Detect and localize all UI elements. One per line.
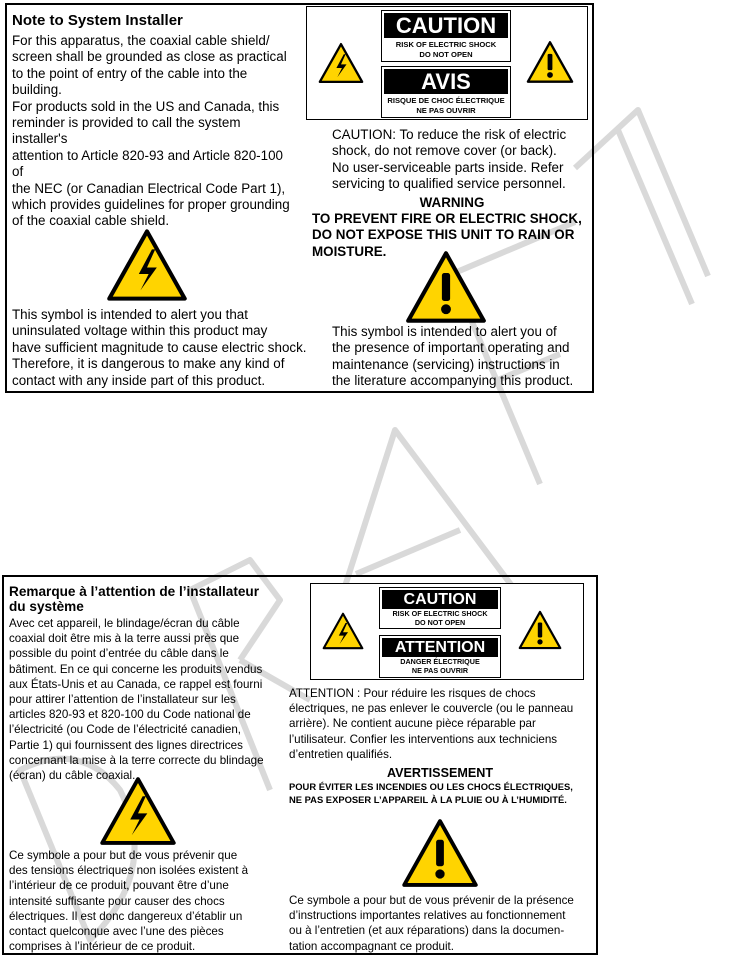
text-line: électriques. Il est donc dangereux d’établir un [9, 909, 243, 923]
text-line: articles 820-93 et 820-100 du Code national de [9, 708, 251, 722]
exclamation-symbol-text-fr [289, 893, 594, 954]
text-line: Ce symbole a pour but de vous prévenir de la présence [289, 894, 574, 907]
text-line: maintenance (servicing) instructions in [332, 356, 560, 372]
text-line: servicing to qualified service personnel. [332, 176, 566, 192]
text-line: (écran) du câble coaxial. [9, 769, 136, 783]
text-line: l’utilisateur. Confier les interventions aux techniciens [289, 732, 558, 746]
attention-text [289, 686, 591, 762]
text-line: tation accompagnant ce produit. [289, 939, 454, 953]
text-line: POUR ÉVITER LES INCENDIES OU LES CHOCS ÉLECTRIQUES, [289, 781, 573, 792]
text-line: électriques, ne pas enlever le couvercle (ou le panneau [289, 702, 574, 716]
installer-note-title-fr-1: Remarque à l’attention de l’installateur [9, 584, 260, 599]
caution-sticker-fr [379, 587, 501, 629]
text-line: Partie 1) qui fournissent des lignes directrices [9, 738, 243, 752]
text-line: to the point of entry of the cable into the building. [12, 65, 248, 98]
lightning-bolt-warning-icon [98, 776, 178, 846]
exclamation-warning-icon [526, 40, 574, 84]
text-line: aux États-Unis et au Canada, ce rappel est fourni [9, 677, 263, 691]
avis-sticker [381, 66, 511, 118]
text-line: ou à l’entretien (et aux réparations) dans la documen- [289, 924, 565, 938]
exclamation-warning-icon [400, 818, 480, 888]
text-line: attention to Article 820-93 and Article 820-100 of [12, 147, 283, 180]
text-line: DO NOT EXPOSE THIS UNIT TO RAIN OR [312, 227, 575, 243]
text-line: arrière). Ne contient aucune pièce réparable par [289, 717, 536, 731]
caution-label-sub1-fr: RISK OF ELECTRIC SHOCK [392, 609, 488, 618]
text-line: the presence of important operating and [332, 340, 570, 356]
installer-note-title: Note to System Installer [12, 12, 183, 29]
caution-label-sub2: DO NOT OPEN [419, 49, 473, 59]
caution-sticker [381, 10, 511, 62]
text-line: l’intérieur de ce produit, pouvant être d’une [9, 879, 229, 893]
exclamation-warning-icon [518, 610, 562, 650]
warning-title-fr: AVERTISSEMENT [386, 766, 494, 780]
text-line: Therefore, it is dangerous to make any kind of [12, 356, 285, 372]
text-line: MOISTURE. [312, 243, 387, 259]
text-line: of the coaxial cable shield. [12, 213, 170, 229]
text-line: ATTENTION : Pour réduire les risques de chocs [289, 687, 536, 700]
text-line: possible du point d’entrée du câble dans le [9, 647, 229, 661]
text-line: pour attirer l’attention de l’installateur sur les [9, 693, 236, 707]
text-line: Ce symbole a pour but de vous prévenir que [9, 849, 238, 862]
shock-symbol-text [12, 307, 312, 389]
caution-label-sub2-fr: DO NOT OPEN [414, 618, 466, 627]
text-line: For products sold in the US and Canada, this [12, 98, 280, 114]
text-line: comprises à l’intérieur de ce produit. [9, 940, 196, 954]
text-line: reminder is provided to call the system installer's [12, 115, 241, 147]
text-line: TO PREVENT FIRE OR ELECTRIC SHOCK, [312, 211, 582, 226]
shock-symbol-text-fr [9, 848, 267, 954]
text-line: des tensions électriques non isolées existent à [9, 864, 249, 878]
installer-note-text-fr [9, 616, 267, 783]
lightning-bolt-warning-icon [318, 42, 364, 84]
text-line: NE PAS EXPOSER L’APPAREIL À LA PLUIE OU À L’HUMIDITÉ. [289, 793, 567, 805]
installer-note-title-fr-2: du système [9, 599, 84, 614]
text-line: bâtiment. En ce qui concerne les produits vendus [9, 662, 263, 676]
text-line: This symbol is intended to alert you that [12, 307, 248, 322]
text-line: intensité suffisante pour causer des chocs [9, 894, 225, 908]
exclamation-symbol-text [332, 324, 594, 390]
text-line: the literature accompanying this product. [332, 373, 574, 389]
text-line: the NEC (or Canadian Electrical Code Part 1), [12, 180, 286, 196]
text-line: For this apparatus, the coaxial cable shield/ [12, 33, 270, 48]
attention-sticker [379, 635, 501, 678]
text-line: uninsulated voltage within this product may [12, 323, 268, 339]
avis-label-sub1: RISQUE DE CHOC ÉLECTRIQUE [387, 96, 505, 105]
text-line: contact quelconque avec l’une des pièces [9, 925, 224, 939]
text-line: screen shall be grounded as close as practical [12, 49, 287, 65]
attention-label-title: ATTENTION [382, 638, 498, 657]
text-line: concernant la mise à la terre correcte du blindage [9, 753, 264, 767]
avis-label-sub2: NE PAS OUVRIR [416, 105, 476, 115]
text-line: coaxial doit être mis à la terre aussi près que [9, 632, 240, 646]
avis-label-title: AVIS [384, 69, 508, 94]
caution-label-title: CAUTION [384, 13, 508, 38]
caution-text [332, 127, 594, 193]
text-line: shock, do not remove cover (or back). [332, 143, 557, 159]
text-line: This symbol is intended to alert you of [332, 324, 557, 339]
lightning-bolt-warning-icon [106, 228, 188, 302]
text-line: d’instructions importantes relatives au fonctionnement [289, 909, 566, 923]
text-line: d’entretien qualifiés. [289, 747, 393, 761]
attention-label-sub1: DANGER ÉLECTRIQUE [400, 657, 480, 666]
text-line: l’électricité (ou Code de l’électricité canadien, [9, 723, 241, 737]
text-line: CAUTION: To reduce the risk of electric [332, 127, 567, 142]
caution-label-title-fr: CAUTION [382, 590, 498, 609]
text-line: which provides guidelines for proper grounding [12, 197, 290, 213]
text-line: No user-serviceable parts inside. Refer [332, 159, 564, 175]
text-line: contact with any inside part of this product. [12, 372, 266, 388]
exclamation-warning-icon [404, 250, 488, 324]
warning-title: WARNING [419, 195, 485, 210]
caution-label-sub1: RISK OF ELECTRIC SHOCK [395, 40, 497, 49]
text-line: Avec cet appareil, le blindage/écran du câble [9, 617, 240, 630]
warning-text-fr [289, 781, 594, 806]
attention-label-sub2: NE PAS OUVRIR [411, 666, 469, 675]
lightning-bolt-warning-icon [322, 612, 364, 650]
installer-note-text [12, 33, 297, 230]
text-line: have sufficient magnitude to cause electric shock. [12, 339, 307, 355]
